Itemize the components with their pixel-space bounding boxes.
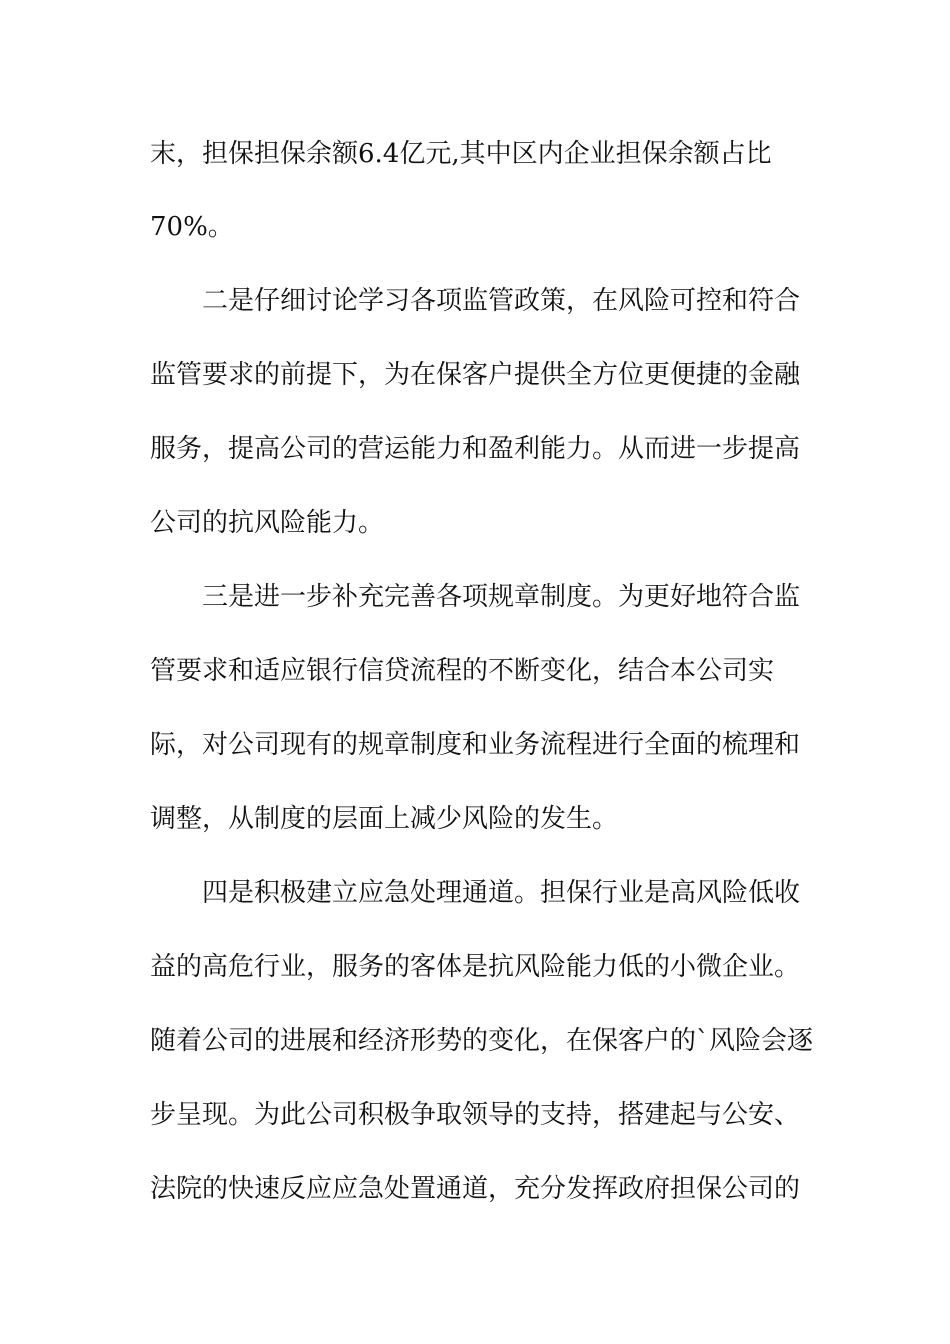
text-line: 调整，从制度的层面上减少风险的发生。 [150,804,619,834]
text-line: 随着公司的进展和经济形势的变化，在保客户的`风险会逐 [150,1026,814,1056]
paragraph-start-line: 二是仔细讨论学习各项监管政策，在风险可控和符合 [202,286,801,316]
text-line: 管要求和适应银行信贷流程的不断变化，结合本公司实 [150,656,775,686]
text-line: 步呈现。为此公司积极争取领导的支持，搭建起与公安、 [150,1100,801,1130]
text-line: 公司的抗风险能力。 [150,508,385,538]
text-line: 服务，提高公司的营运能力和盈利能力。从而进一步提高 [150,434,801,464]
paragraph-start-line: 四是积极建立应急处理通道。担保行业是高风险低收 [202,878,801,908]
text-line: 末，担保担保余额6.4亿元,其中区内企业担保余额占比 [150,139,772,169]
text-line: 70%。 [150,212,234,242]
text-line: 法院的快速反应应急处置通道，充分发挥政府担保公司的 [150,1174,801,1204]
paragraph-start-line: 三是进一步补充完善各项规章制度。为更好地符合监 [202,582,801,612]
text-line: 益的高危行业，服务的客体是抗风险能力低的小微企业。 [150,952,801,982]
text-line: 监管要求的前提下，为在保客户提供全方位更便捷的金融 [150,360,801,390]
text-line: 际，对公司现有的规章制度和业务流程进行全面的梳理和 [150,730,801,760]
